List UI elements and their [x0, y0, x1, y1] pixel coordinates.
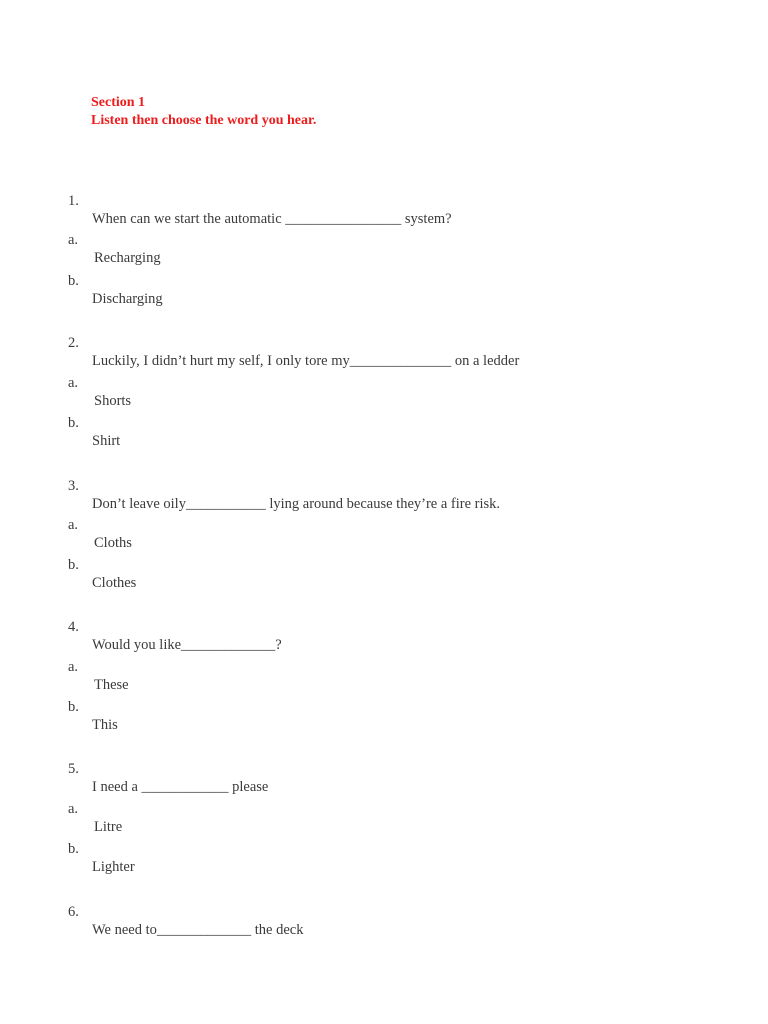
section-instruction: Listen then choose the word you hear.	[91, 113, 317, 128]
question-text: Don’t leave oily___________ lying around because they’re a fire risk.	[92, 496, 501, 512]
question-row	[0, 885, 304, 957]
option-text: Recharging	[94, 250, 161, 266]
option-letter: b.	[68, 699, 79, 715]
question-text: We need to_____________ the deck	[92, 922, 304, 938]
question-number: 6.	[68, 904, 79, 920]
question-number: 3.	[68, 478, 79, 494]
option-letter: b.	[68, 415, 79, 431]
question-text: I need a ____________ please	[92, 779, 269, 795]
question-text: When can we start the automatic ________________ system?	[92, 211, 452, 227]
question-text: Would you like_____________?	[92, 637, 282, 653]
option-letter: a.	[68, 375, 79, 391]
option-letter: a.	[68, 659, 79, 675]
option-text: Shirt	[92, 433, 121, 449]
option-text: This	[92, 717, 118, 733]
option-text: These	[94, 677, 129, 693]
option-letter: b.	[68, 557, 79, 573]
question-number: 5.	[68, 761, 79, 777]
option-text: Litre	[94, 819, 123, 835]
option-text: Cloths	[94, 535, 132, 551]
option-letter: b.	[68, 273, 79, 289]
option-text: Shorts	[94, 393, 132, 409]
option-text: Clothes	[92, 575, 137, 591]
question-number: 4.	[68, 619, 79, 635]
option-letter: a.	[68, 517, 79, 533]
section-title: Section 1	[91, 95, 146, 110]
option-text: Discharging	[92, 291, 163, 307]
option-text: Lighter	[92, 859, 135, 875]
question-number: 1.	[68, 193, 79, 209]
section-header	[91, 94, 316, 130]
option-letter: b.	[68, 841, 79, 857]
question-number: 2.	[68, 335, 79, 351]
question-text: Luckily, I didn’t hurt my self, I only tore my______________ on a ledder	[92, 353, 520, 369]
option-letter: a.	[68, 232, 79, 248]
option-letter: a.	[68, 801, 79, 817]
